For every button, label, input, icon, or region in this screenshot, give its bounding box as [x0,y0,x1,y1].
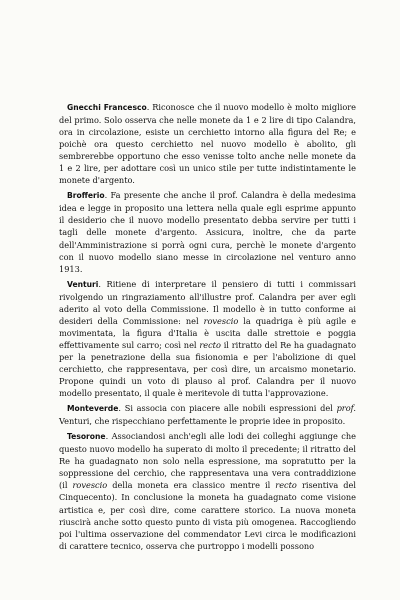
body-text: risentiva del Cinquecento). In conclusione la moneta ha guadagnato come visione artistica e, per così dire, come carattere storico. La nuova moneta riuscirà anche sotto questo punto di vista più omogenea. Raccogliendo poi l'ultima osservazione del commendator Levi circa le modificazioni di carattere tecnico, osserva che purtroppo i modelli possono [59,480,356,551]
paragraph [59,101,356,186]
speaker-name: Venturi [67,279,99,289]
speaker-name: Tesorone [67,432,106,442]
italic-text: recto [199,339,221,350]
body-text: . Si associa con piacere alle nobili espressioni del [118,403,337,414]
italic-text: recto [275,480,297,491]
speaker-name: Monteverde [67,404,119,414]
body-text: . Riconosce che il nuovo modello è molto migliore del primo. Solo osserva che nelle monete da 1 e 2 lire di tipo Calandra, ora in circolazione, esiste un cerchietto intorno alla figura del Re; e poichè ora questo cerchietto nel nuovo modello è abolito, gli sembrerebbe opportuno che esso venisse tolto anche nelle monete da 1 e 2 lire, per adottare così un unico stile per tutte indistintamente le monete d'argento. [59,102,357,186]
paragraph [59,189,356,274]
body-text: Venturi, che rispecchiano perfettamente le proprie idee in proposito. [59,416,346,427]
body-text: . Ritiene di interpretare il pensiero di tutti i commissari rivolgendo un ringraziamento all'illustre prof. Calandra per aver egli aderito al voto della Commissione. Il modello è in tutto conforme ai desideri della Commissione: nel [59,278,356,326]
body-text: . Associandosi anch'egli alle lodi dei colleghi aggiunge che questo nuovo modello ha superato di molto il precedente; il ritratto del Re ha guadagnato non solo nella espressione, ma sopratutto per la soppressione del cerchio, che rappresentava una vera contraddizione (il [59,431,356,491]
speaker-name: Brofferio [67,191,105,201]
italic-text: rovescio [203,315,239,326]
paragraph [59,402,356,427]
body-text: il ritratto del Re ha guadagnato per la penetrazione della sua fisionomia e per l'abolizione di quel cerchietto, che rappresentava, per così dire, un arcaismo monetario. Propone quindi un voto di plauso al prof. Calandra per il nuovo modello presentato, il quale è meritevole di tutta l'approvazione. [59,339,356,399]
body-text: della moneta era classico mentre il [107,480,276,491]
speaker-name: Gnecchi Francesco [67,103,147,112]
italic-text: rovescio [72,480,108,491]
page-text [59,0,356,552]
body-text: . Fa presente che anche il prof. Calandra è della medesima idea e legge in proposito una lettera nella quale egli esprime appunto il desiderio che il nuovo modello presentato debba servire per tutti i tagli delle monete d'argento. Assicura, inoltre, che da parte dell'Amministrazione si porrà ogni cura, perchè le monete d'argento con il nuovo modello siano messe in circolazione nel venturo anno 1913. [59,190,356,274]
body-text: la quadriga è più agile e movimentata, la figura d'Italia è uscita dalle strettoie e poggia effettivamente sul carro; così nel [59,315,357,350]
paragraph [59,278,356,399]
paragraph [59,430,356,551]
italic-text: prof. [336,403,356,414]
